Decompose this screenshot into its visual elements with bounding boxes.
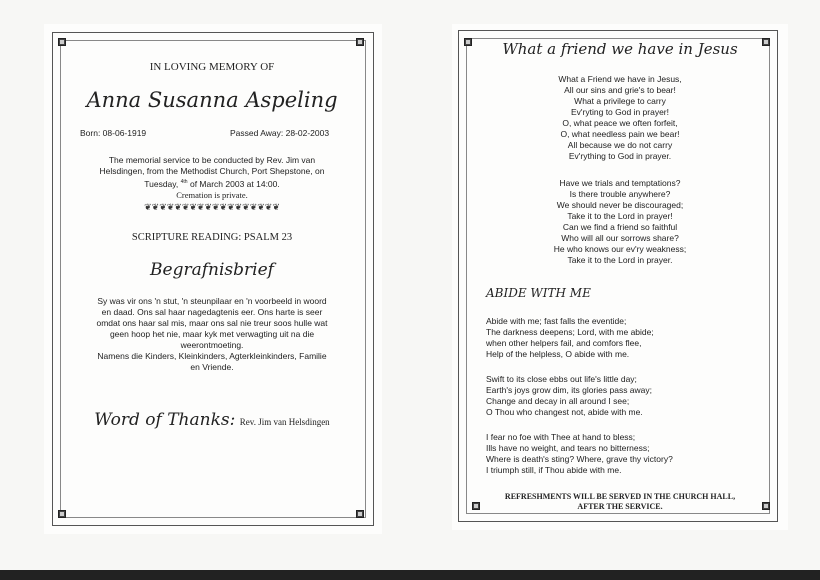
letter-title: Begrafnisbrief — [150, 260, 274, 280]
hymn2-title: ABIDE WITH ME — [486, 286, 591, 300]
service-details: The memorial service to be conducted by Rev. Jim van Helsdingen, from the Methodist Church, Port Shepstone, on Tuesday, $^{4th}$ of March 2003 at 14:00. Cremation is private. — [99, 155, 325, 200]
hymn1-verse2: Have we trials and temptations? Is there trouble anywhere? We should never be discouraged; Take it to the Lord in prayer! Can we find a friend so faithful Who will all our sorrows share? He who knows our ev'ry weakness; Take it to the Lord in prayer. — [553, 178, 687, 265]
corner-ornament-icon — [356, 38, 364, 46]
scan-edge-bar — [0, 570, 820, 580]
hymn2-verse3: I fear no foe with Thee at hand to bless; Ills have no weight, and tears no bitterness; Where is death's sting? Where, grave thy victory? I triumph still, if Thou abide with me. — [486, 432, 673, 475]
deceased-name: Anna Susanna Aspeling — [86, 88, 338, 112]
hymn2-verse1: Abide with me; fast falls the eventide; The darkness deepens; Lord, with me abide; when other helpers fail, and comfors flee, Help of the helpless, O abide with me. — [486, 316, 654, 359]
hymn1-verse1: What a Friend we have in Jesus, All our sins and grie's to bear! What a privilege to carry Ev'ryting to God in prayer! O, what peace we often forfeit, O, what needless pain we bear! All because we do not carry Ev'rything to God in prayer. — [558, 74, 682, 161]
memory-header: IN LOVING MEMORY OF — [149, 61, 275, 73]
corner-ornament-icon — [58, 38, 66, 46]
born-date: Born: 08-06-1919 — [80, 128, 147, 138]
thanks-title: Word of Thanks: — [94, 410, 236, 430]
scripture-reading: SCRIPTURE READING: PSALM 23 — [131, 232, 293, 243]
corner-ornament-icon — [58, 510, 66, 518]
ornament-divider-icon: ❦❦❦❦❦❦❦❦❦❦❦❦❦❦❦❦❦❦ — [144, 202, 280, 212]
passed-date: Passed Away: 28-02-2003 — [230, 128, 330, 138]
hymn1-title: What a friend we have in Jesus — [502, 40, 738, 58]
corner-ornament-icon — [356, 510, 364, 518]
hymn2-verse2: Swift to its close ebbs out life's little day; Earth's joys grow dim, its glories pass away; Change and decay in all around I see; O Thou who changest not, abide with me. — [486, 374, 653, 417]
thanks-line — [64, 410, 360, 430]
left-page — [44, 24, 382, 534]
refreshments-note: REFRESHMENTS WILL BE SERVED IN THE CHURCH HALL, AFTER THE SERVICE. — [504, 492, 736, 511]
letter-body: Sy was vir ons 'n stut, 'n steunpilaar en 'n voorbeeld in woord en daad. Ons sal haar nagedagtenis eer. Ons harte is seer omdat ons haar sal mis, maar ons sal nie treur soos hulle wat geen hoop het nie, maar kyk met verwagting uit na die weerontmoeting. Namens die Kinders, Kleinkinders, Agterkleinkinders, Familie en Vriende. — [96, 296, 328, 372]
corner-ornament-icon — [464, 38, 472, 46]
right-page — [452, 24, 788, 530]
thanks-name: Rev. Jim van Helsdingen — [239, 417, 330, 427]
